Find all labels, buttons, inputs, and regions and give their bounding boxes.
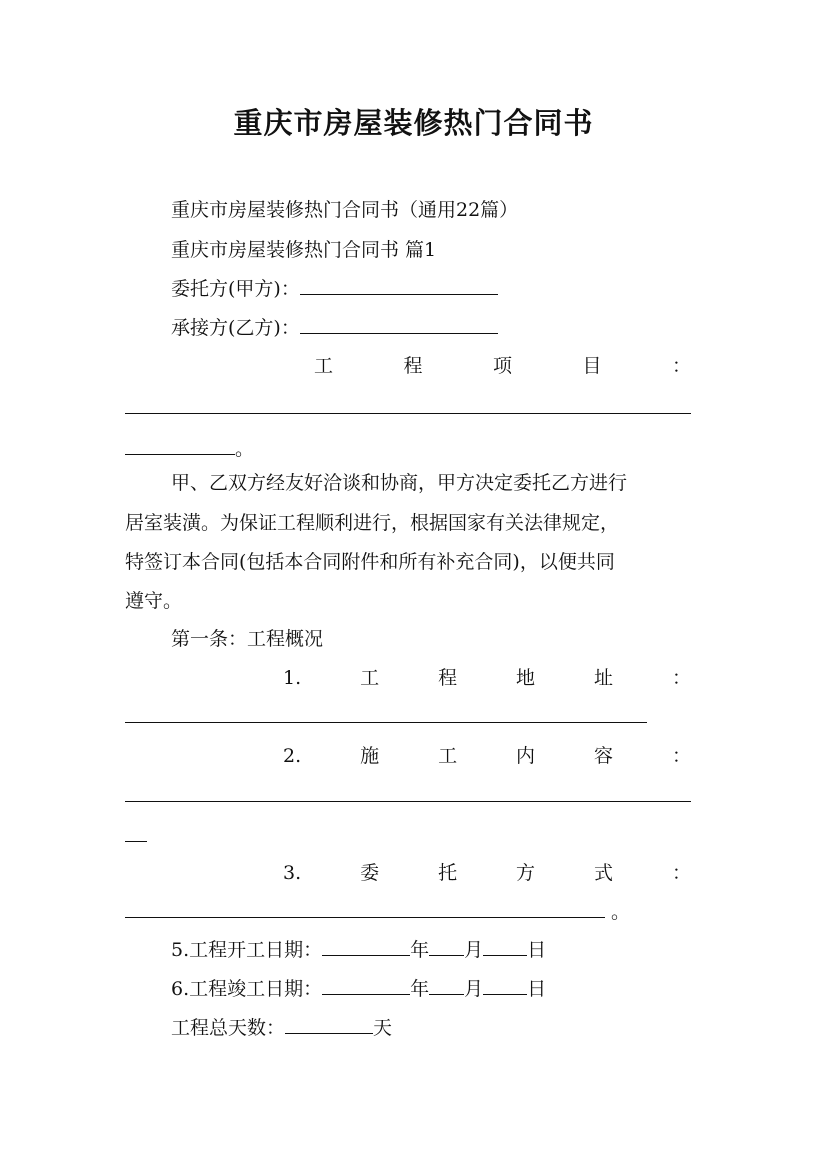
project-blank-line-1 <box>125 413 691 414</box>
item-char: 委 <box>360 862 380 884</box>
project-blank <box>125 436 235 455</box>
item-char: 托 <box>438 862 458 884</box>
item1-blank-line <box>125 722 647 723</box>
end-date-line <box>171 976 546 1002</box>
item-char: 工 <box>360 667 380 689</box>
project-char: 项 <box>492 355 512 377</box>
client-label: 委托方(甲方)： <box>171 278 300 300</box>
item-char: 工 <box>438 745 458 767</box>
contractor-blank <box>300 315 498 334</box>
item-char: 址 <box>594 667 614 689</box>
total-days-line <box>171 1015 392 1041</box>
end-year-blank <box>322 976 410 995</box>
total-days-blank <box>285 1015 373 1034</box>
start-date-label: 5.工程开工日期： <box>171 939 323 961</box>
item-char: 2. <box>283 745 302 767</box>
document-subtitle: 重庆市房屋装修热门合同书（通用22篇） <box>171 199 519 221</box>
project-label <box>314 353 691 379</box>
start-day-blank <box>483 937 527 956</box>
item-char: 地 <box>516 667 536 689</box>
item3-period: 。 <box>611 901 631 923</box>
client-blank <box>300 276 498 295</box>
paragraph-line: 甲、乙双方经友好洽谈和协商，甲方决定委托乙方进行 <box>171 472 628 494</box>
day-label: 日 <box>527 978 547 1000</box>
document-title: 重庆市房屋装修热门合同书 <box>233 106 594 140</box>
section-heading: 重庆市房屋装修热门合同书 篇1 <box>171 239 437 261</box>
start-year-blank <box>322 937 410 956</box>
item-char: 施 <box>360 745 380 767</box>
start-month-blank <box>429 937 464 956</box>
item3-blank-line <box>125 899 630 925</box>
item-char: 程 <box>438 667 458 689</box>
project-blank-line-2 <box>125 436 254 462</box>
article-heading: 第一条：工程概况 <box>171 628 324 650</box>
end-month-blank <box>429 976 464 995</box>
project-char: ： <box>671 355 691 377</box>
item-char: 容 <box>594 745 614 767</box>
contractor-line <box>171 315 498 341</box>
item-char: ： <box>671 667 691 689</box>
item-char: 式 <box>594 862 614 884</box>
paragraph-line: 特签订本合同(包括本合同附件和所有补充合同)，以便共同 <box>125 551 615 573</box>
contractor-label: 承接方(乙方)： <box>171 317 300 339</box>
item2-blank-line-1 <box>125 801 691 802</box>
item1-label <box>283 665 691 691</box>
item2-blank-line-2 <box>125 841 147 842</box>
month-label: 月 <box>464 978 484 1000</box>
month-label: 月 <box>464 939 484 961</box>
item3-blank <box>125 899 605 918</box>
item-char: ： <box>671 862 691 884</box>
paragraph-line: 居室装潢。为保证工程顺利进行，根据国家有关法律规定， <box>125 512 620 534</box>
item-char: 内 <box>516 745 536 767</box>
total-days-label: 工程总天数： <box>171 1017 286 1039</box>
start-date-line <box>171 937 546 963</box>
end-day-blank <box>483 976 527 995</box>
days-unit: 天 <box>373 1017 393 1039</box>
year-label: 年 <box>410 978 430 1000</box>
paragraph-line: 遵守。 <box>125 590 183 612</box>
item-char: 3. <box>283 862 302 884</box>
item-char: 方 <box>516 862 536 884</box>
project-char: 工 <box>314 355 334 377</box>
client-line <box>171 276 498 302</box>
item3-label <box>283 860 691 886</box>
item-char: ： <box>671 745 691 767</box>
project-char: 程 <box>403 355 423 377</box>
project-char: 目 <box>582 355 602 377</box>
year-label: 年 <box>410 939 430 961</box>
item2-label <box>283 743 691 769</box>
end-date-label: 6.工程竣工日期： <box>171 978 323 1000</box>
item-char: 1. <box>283 667 302 689</box>
project-period: 。 <box>235 438 255 460</box>
day-label: 日 <box>527 939 547 961</box>
